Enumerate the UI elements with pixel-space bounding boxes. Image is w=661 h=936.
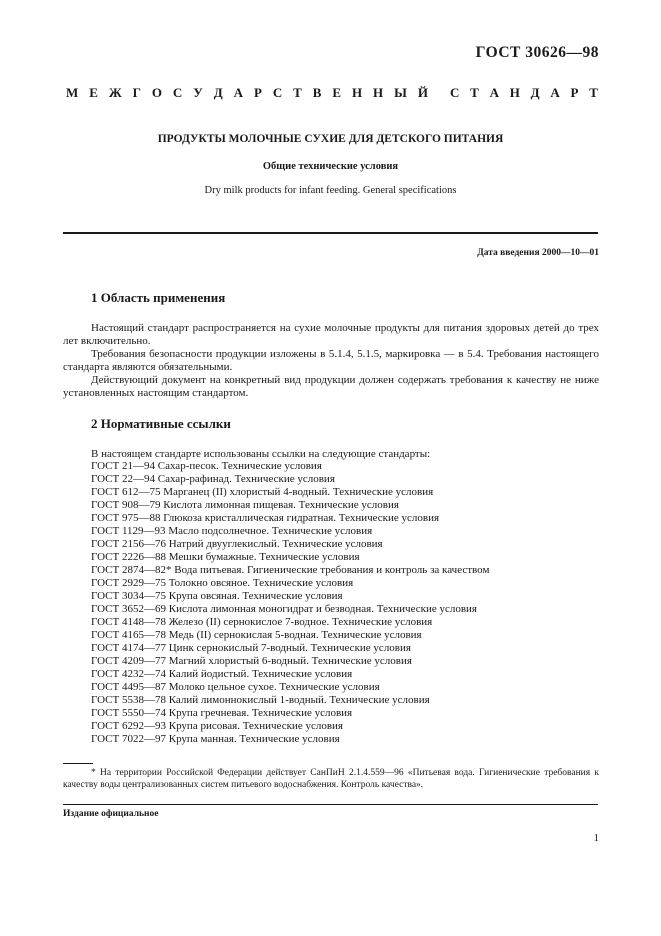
reference-item xyxy=(91,733,489,746)
reference-item xyxy=(91,486,489,499)
reference-item xyxy=(91,720,489,733)
reference-item xyxy=(91,564,489,577)
reference-title: Крупа манная. Технические условия xyxy=(168,733,340,745)
reference-title: Железо (II) сернокислое 7-водное. Технические условия xyxy=(168,616,433,628)
standard-word: С Т А Н Д А Р Т xyxy=(450,85,598,100)
reference-item xyxy=(91,590,489,603)
reference-item xyxy=(91,616,489,629)
reference-title: Толокно овсяное. Технические условия xyxy=(168,577,354,589)
reference-title: Кислота лимонная пищевая. Технические условия xyxy=(163,499,399,511)
reference-code: ГОСТ 908—79 xyxy=(91,499,161,511)
reference-title: Медь (II) сернокислая 5-водная. Технические условия xyxy=(168,629,422,641)
reference-code: ГОСТ 5550—74 xyxy=(91,707,166,719)
reference-item xyxy=(91,694,489,707)
reference-item xyxy=(91,603,489,616)
reference-title: Сахар-рафинад. Технические условия xyxy=(157,473,335,485)
footer-divider xyxy=(63,804,598,805)
reference-code: ГОСТ 22—94 xyxy=(91,473,155,485)
reference-title: Калий йодистый. Технические условия xyxy=(168,668,353,680)
reference-title: Кислота лимонная моногидрат и безводная. Технические условия xyxy=(168,603,477,615)
gost-number: ГОСТ 30626—98 xyxy=(475,44,599,61)
reference-code: ГОСТ 4148—78 xyxy=(91,616,166,628)
reference-item xyxy=(91,538,489,551)
reference-code: ГОСТ 3652—69 xyxy=(91,603,166,615)
header-divider xyxy=(63,232,598,234)
section-1-paragraph: Действующий документ на конкретный вид продукции должен содержать требования к качеству не ниже установленных настоящим стандартом. xyxy=(63,374,599,399)
footnote-divider xyxy=(63,763,93,764)
footnote: * На территории Российской Федерации действует СанПиН 2.1.4.559—96 «Питьевая вода. Гигиенические требования к качеству воды централизованных систем питьевого водоснабжения. Контроль качества». xyxy=(63,768,599,790)
reference-item xyxy=(91,551,489,564)
reference-title: Глюкоза кристаллическая гидратная. Технические условия xyxy=(163,512,440,524)
reference-code: ГОСТ 2874—82* xyxy=(91,564,172,576)
reference-code: ГОСТ 4165—78 xyxy=(91,629,166,641)
reference-title: Марганец (II) хлористый 4-водный. Технические условия xyxy=(163,486,434,498)
page-number: 1 xyxy=(593,832,599,844)
reference-code: ГОСТ 4174—77 xyxy=(91,642,166,654)
reference-code: ГОСТ 4495—87 xyxy=(91,681,166,693)
reference-title: Натрий двууглекислый. Технические условия xyxy=(168,538,383,550)
reference-item xyxy=(91,707,489,720)
reference-code: ГОСТ 975—88 xyxy=(91,512,161,524)
reference-title: Крупа овсяная. Технические условия xyxy=(168,590,343,602)
reference-item xyxy=(91,512,489,525)
references-list xyxy=(91,460,489,746)
introduction-date: Дата введения 2000—10—01 xyxy=(477,248,599,258)
section-1-paragraph: Настоящий стандарт распространяется на сухие молочные продукты для питания здоровых детей до трех лет включительно. xyxy=(63,322,599,347)
reference-title: Молоко цельное сухое. Технические условия xyxy=(168,681,380,693)
reference-title: Крупа гречневая. Технические условия xyxy=(168,707,353,719)
document-title-english: Dry milk products for infant feeding. General specifications xyxy=(204,185,457,196)
reference-code: ГОСТ 6292—93 xyxy=(91,720,166,732)
edition-label: Издание официальное xyxy=(63,809,159,819)
reference-code: ГОСТ 2156—76 xyxy=(91,538,166,550)
reference-title: Вода питьевая. Гигиенические требования и контроль за качеством xyxy=(174,564,490,576)
reference-title: Масло подсолнечное. Технические условия xyxy=(168,525,373,537)
reference-title: Сахар-песок. Технические условия xyxy=(157,460,322,472)
reference-code: ГОСТ 21—94 xyxy=(91,460,155,472)
reference-code: ГОСТ 7022—97 xyxy=(91,733,166,745)
reference-code: ГОСТ 4232—74 xyxy=(91,668,166,680)
reference-code: ГОСТ 1129—93 xyxy=(91,525,166,537)
interstate-word: М Е Ж Г О С У Д А Р С Т В Е Н Н Ы Й xyxy=(66,85,428,100)
reference-item xyxy=(91,655,489,668)
section-1-heading: 1 Область применения xyxy=(91,290,226,305)
reference-item xyxy=(91,642,489,655)
reference-title: Крупа рисовая. Технические условия xyxy=(168,720,343,732)
reference-code: ГОСТ 612—75 xyxy=(91,486,161,498)
reference-item xyxy=(91,668,489,681)
reference-item xyxy=(91,525,489,538)
reference-item xyxy=(91,629,489,642)
reference-code: ГОСТ 2226—88 xyxy=(91,551,166,563)
reference-code: ГОСТ 4209—77 xyxy=(91,655,166,667)
reference-title: Магний хлористый 6-водный. Технические условия xyxy=(168,655,412,667)
reference-item xyxy=(91,460,489,473)
section-1-paragraph: Требования безопасности продукции изложены в 5.1.4, 5.1.5, маркировка — в 5.4. Требования настоящего стандарта являются обязательными. xyxy=(63,348,599,373)
reference-item xyxy=(91,499,489,512)
reference-code: ГОСТ 5538—78 xyxy=(91,694,166,706)
interstate-standard-banner xyxy=(66,85,598,101)
reference-item xyxy=(91,681,489,694)
document-subtitle: Общие технические условия xyxy=(262,161,399,172)
reference-code: ГОСТ 3034—75 xyxy=(91,590,166,602)
reference-item xyxy=(91,577,489,590)
reference-code: ГОСТ 2929—75 xyxy=(91,577,166,589)
references-intro: В настоящем стандарте использованы ссылки на следующие стандарты: xyxy=(91,448,431,460)
document-title: ПРОДУКТЫ МОЛОЧНЫЕ СУХИЕ ДЛЯ ДЕТСКОГО ПИТАНИЯ xyxy=(157,133,504,145)
reference-title: Мешки бумажные. Технические условия xyxy=(168,551,360,563)
reference-title: Цинк сернокислый 7-водный. Технические условия xyxy=(168,642,411,654)
section-2-heading: 2 Нормативные ссылки xyxy=(91,416,231,431)
reference-item xyxy=(91,473,489,486)
reference-title: Калий лимоннокислый 1-водный. Технические условия xyxy=(168,694,430,706)
